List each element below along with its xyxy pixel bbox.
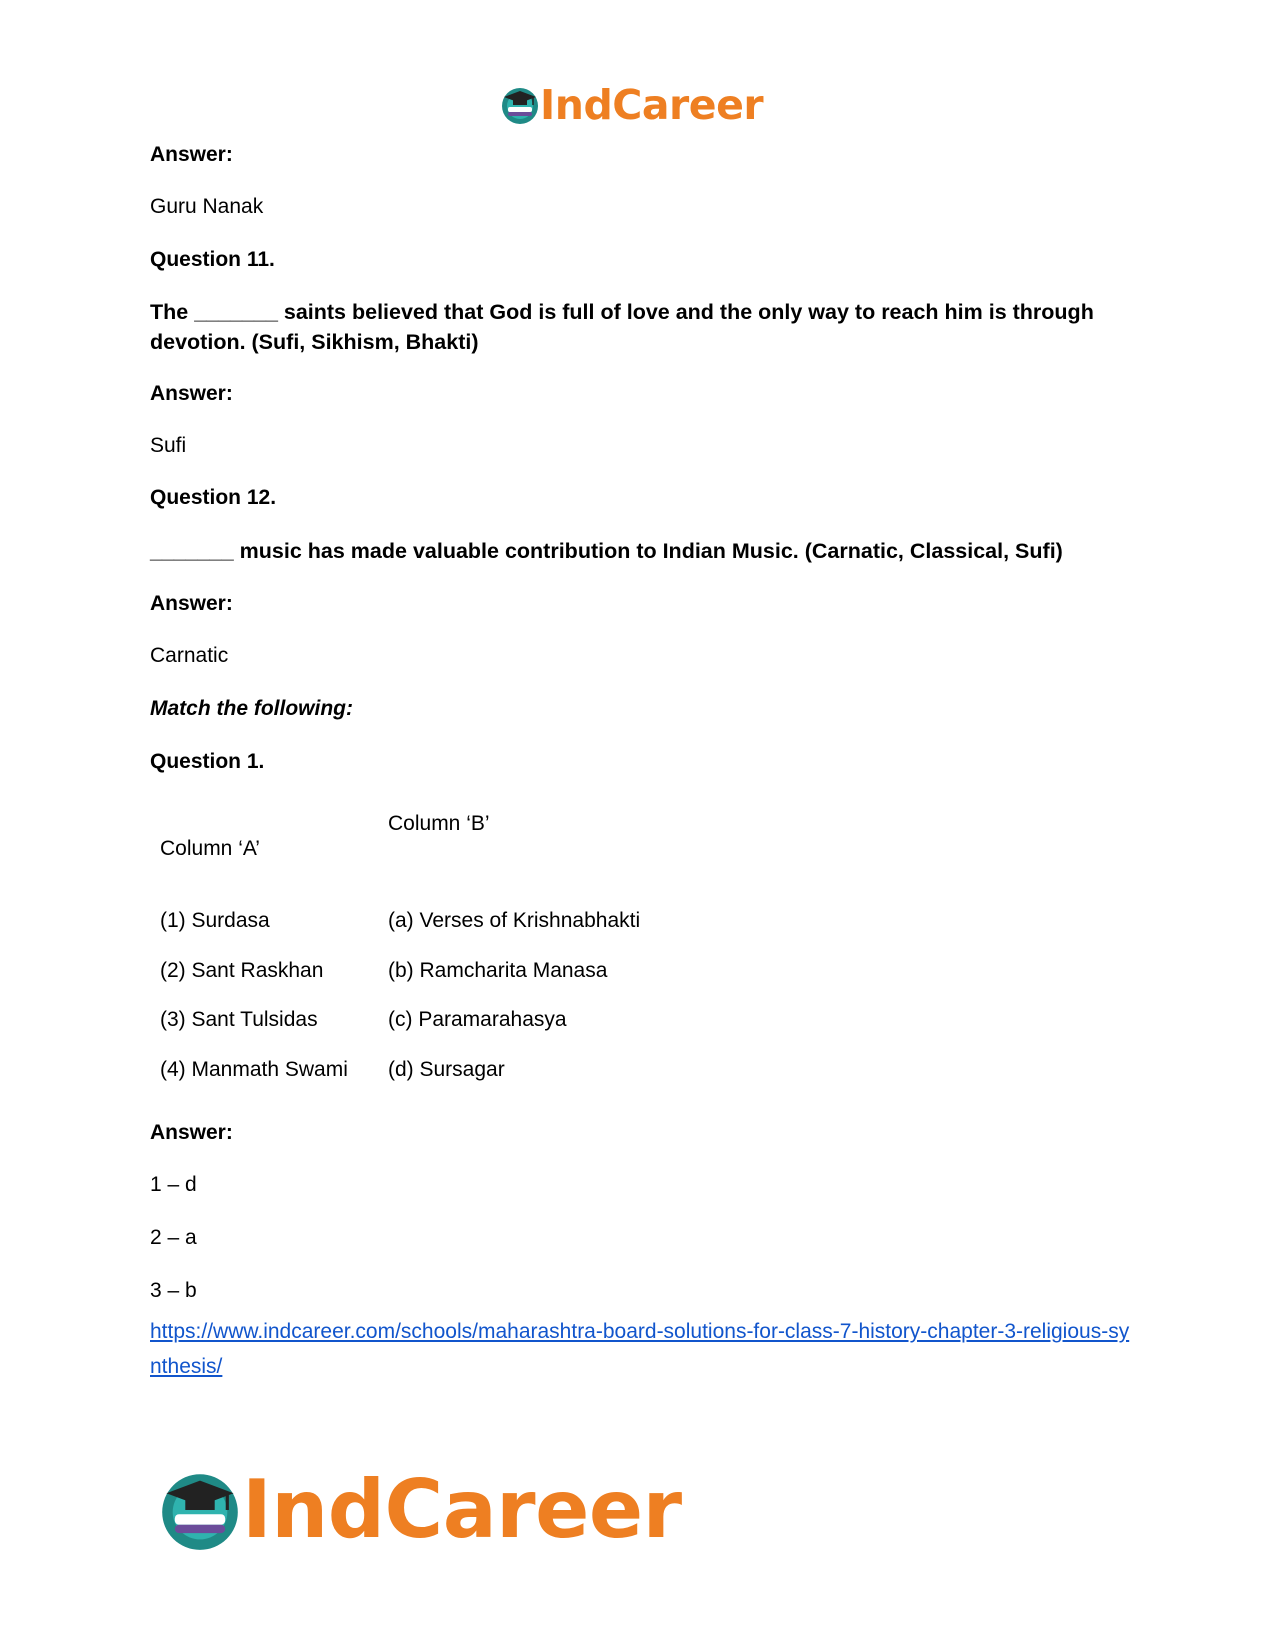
section-heading: Match the following: [150,697,353,720]
brand-name: IndCareer [540,81,764,129]
column-a-header: Column ‘A’ [160,837,260,860]
question-label: Question 1. [150,750,265,773]
match-answer: 2 – a [150,1226,197,1249]
answer-text: Carnatic [150,644,229,667]
table-cell-b: (d) Sursagar [388,1058,505,1081]
table-cell-b: (a) Verses of Krishnabhakti [388,909,641,932]
column-b-header: Column ‘B’ [388,812,490,835]
table-cell-a: (1) Surdasa [160,909,270,932]
footer-logo [158,1462,682,1558]
answer-label: Answer: [150,382,233,405]
graduation-cap-book-icon [158,1468,242,1552]
match-answer: 1 – d [150,1173,197,1196]
match-answer: 3 – b [150,1279,197,1302]
question-text: _______ music has made valuable contribution to Indian Music. (Carnatic, Classical, Sufi) [150,539,1063,563]
answer-label: Answer: [150,592,233,615]
table-cell-b: (b) Ramcharita Manasa [388,959,608,982]
question-label: Question 12. [150,486,277,509]
question-text: The _______ saints believed that God is full of love and the only way to reach him is through devotion. (Sufi, Sikhism, Bhakti) [150,300,1094,354]
source-link[interactable]: https://www.indcareer.com/schools/maharashtra-board-solutions-for-class-7-history-chapter-3-religious-synthesis/ [150,1320,1130,1378]
header-logo [500,80,763,130]
table-cell-a: (2) Sant Raskhan [160,959,324,982]
graduation-cap-book-icon [500,85,540,125]
answer-text: Guru Nanak [150,195,264,218]
table-cell-b: (c) Paramarahasya [388,1008,567,1031]
brand-name: IndCareer [242,1463,682,1556]
answer-label: Answer: [150,143,233,166]
answer-label: Answer: [150,1121,233,1144]
answer-text: Sufi [150,434,187,457]
table-cell-a: (4) Manmath Swami [160,1058,348,1081]
question-label: Question 11. [150,248,275,271]
table-cell-a: (3) Sant Tulsidas [160,1008,318,1031]
